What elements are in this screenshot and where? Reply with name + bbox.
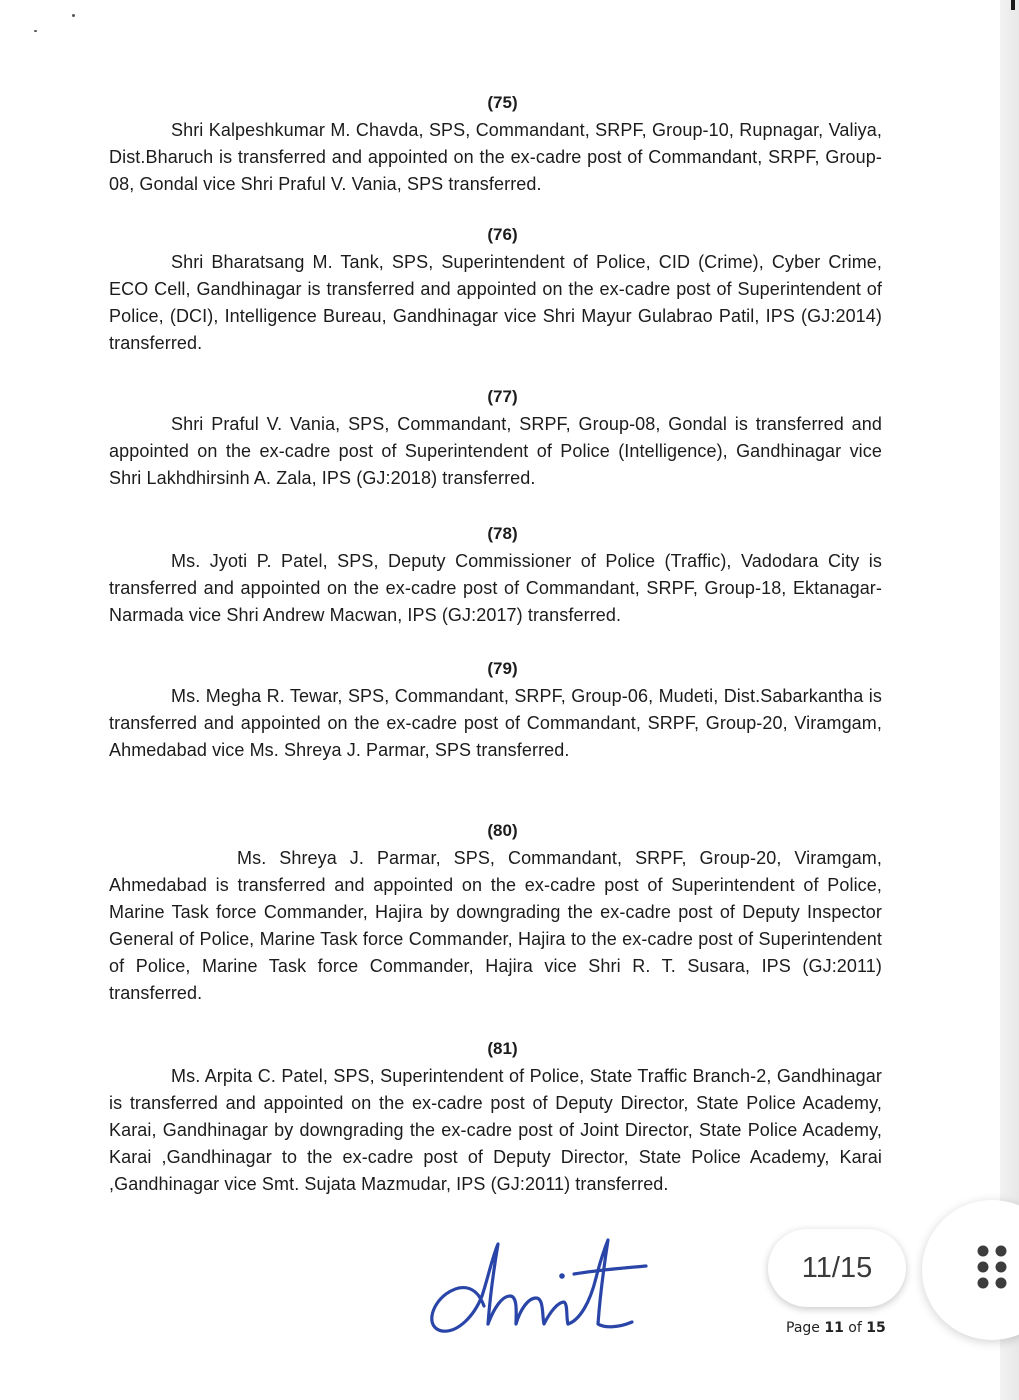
scan-speck xyxy=(72,14,75,17)
footer-current-page: 11 xyxy=(824,1320,844,1336)
entry-text: Shri Praful V. Vania, SPS, Commandant, SRPF, Group-08, Gondal is transferred and appointed on the ex-cadre post of Superintendent of Police (Intelligence), Gandhinagar vice Shri Lakhdhirsinh A. Zala, IPS (GJ:2018) transferred. xyxy=(109,414,882,488)
order-entry-80 xyxy=(109,821,882,1007)
order-entry-79 xyxy=(109,659,882,764)
page-indicator-pill: 11/15 xyxy=(768,1229,906,1307)
order-entry-77 xyxy=(109,387,882,492)
entry-text: Ms. Jyoti P. Patel, SPS, Deputy Commissioner of Police (Traffic), Vadodara City is transferred and appointed on the ex-cadre post of Commandant, SRPF, Group-18, Ektanagar-Narmada vice Shri Andrew Macwan, IPS (GJ:2017) transferred. xyxy=(109,551,882,625)
footer-of: of xyxy=(848,1320,862,1336)
entry-number: (76) xyxy=(487,225,518,244)
footer-total-pages: 15 xyxy=(866,1320,886,1336)
order-entry-78 xyxy=(109,524,882,629)
entry-number: (75) xyxy=(487,93,518,112)
scan-speck xyxy=(34,30,37,32)
entry-text: Ms. Arpita C. Patel, SPS, Superintendent of Police, State Traffic Branch-2, Gandhinagar is transferred and appointed on the ex-cadre post of Deputy Director, State Police Academy, Karai, Gandhinagar by downgrading the ex-cadre post of Joint Director, State Police Academy, Karai ,Gandhinagar to the ex-cadre post of Deputy Director, State Police Academy, Karai ,Gandhinagar vice Smt. Sujata Mazmudar, IPS (GJ:2011) transferred. xyxy=(109,1066,882,1194)
entry-text: Ms. Megha R. Tewar, SPS, Commandant, SRPF, Group-06, Mudeti, Dist.Sabarkantha is transferred and appointed on the ex-cadre post of Commandant, SRPF, Group-20, Viramgam, Ahmedabad vice Ms. Shreya J. Parmar, SPS transferred. xyxy=(109,686,882,760)
entry-number: (77) xyxy=(487,387,518,406)
footer-prefix: Page xyxy=(786,1320,820,1336)
entry-text: Ms. Shreya J. Parmar, SPS, Commandant, SRPF, Group-20, Viramgam, Ahmedabad is transferred and appointed on the ex-cadre post of Superintendent of Police, Marine Task force Commander, Hajira by downgrading the ex-cadre post of Deputy Inspector General of Police, Marine Task force Commander, Hajira to the ex-cadre post of Superintendent of Police, Marine Task force Commander, Hajira vice Shri R. T. Susara, IPS (GJ:2011) transferred. xyxy=(109,848,882,1003)
order-entry-81 xyxy=(109,1039,882,1198)
order-entry-76 xyxy=(109,225,882,357)
order-entry-75 xyxy=(109,93,882,198)
entry-number: (78) xyxy=(487,524,518,543)
viewer-right-edge xyxy=(1000,0,1019,1400)
entry-number: (79) xyxy=(487,659,518,678)
signature-image xyxy=(418,1232,648,1347)
entry-number: (81) xyxy=(487,1039,518,1058)
entry-text: Shri Kalpeshkumar M. Chavda, SPS, Commandant, SRPF, Group-10, Rupnagar, Valiya, Dist.Bharuch is transferred and appointed on the ex-cadre post of Commandant, SRPF, Group-08, Gondal vice Shri Praful V. Vania, SPS transferred. xyxy=(109,120,882,194)
entry-number: (80) xyxy=(487,821,518,840)
page-footer xyxy=(786,1320,886,1336)
more-dots-icon[interactable] xyxy=(974,1245,1019,1290)
edge-mark xyxy=(1011,0,1015,10)
entry-text: Shri Bharatsang M. Tank, SPS, Superintendent of Police, CID (Crime), Cyber Crime, ECO Cell, Gandhinagar is transferred and appointed on the ex-cadre post of Superintendent of Police, (DCI), Intelligence Bureau, Gandhinagar vice Shri Mayur Gulabrao Patil, IPS (GJ:2014) transferred. xyxy=(109,252,882,353)
